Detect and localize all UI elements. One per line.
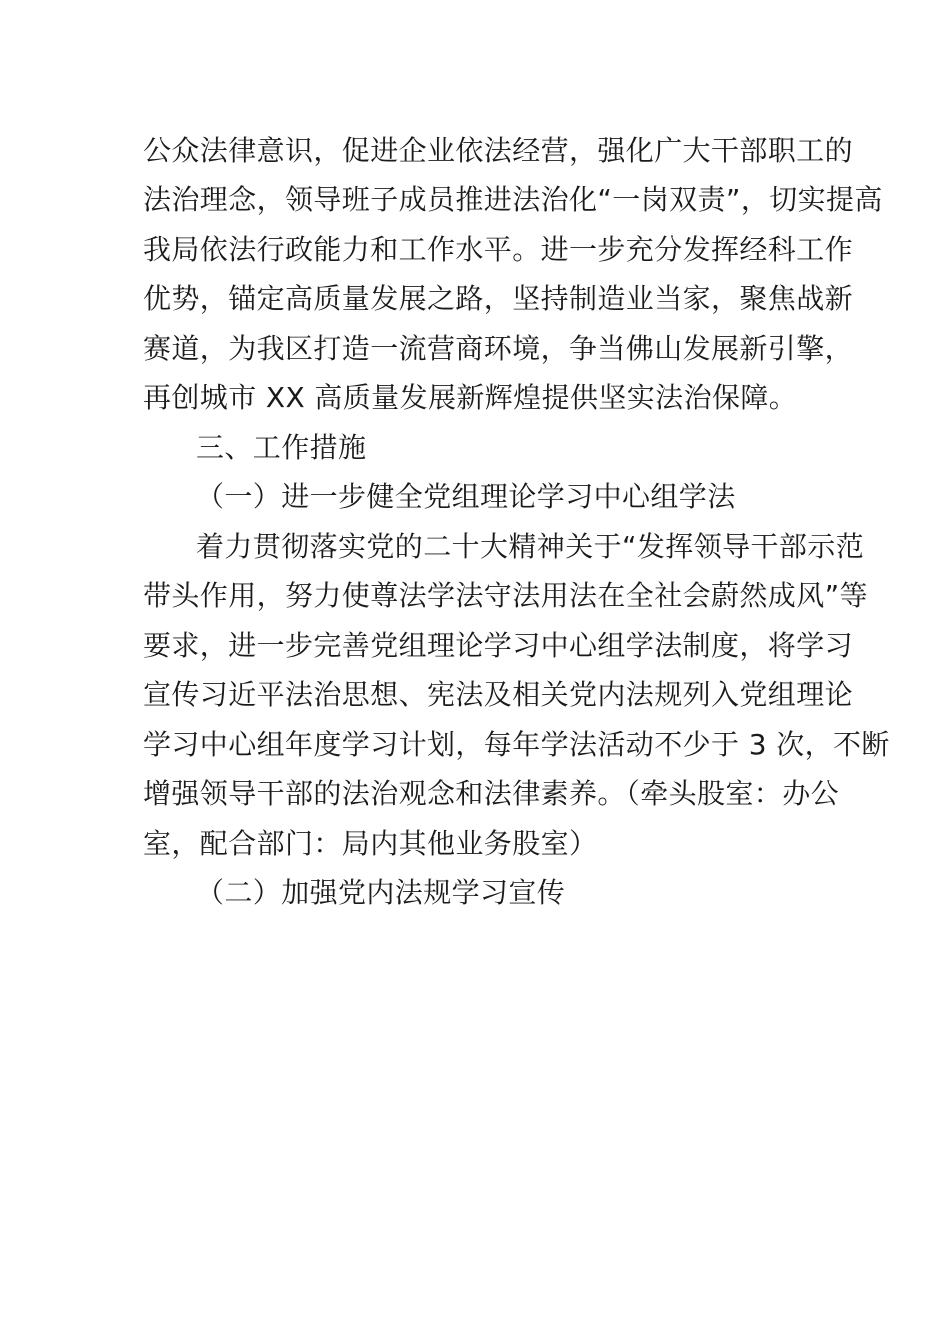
paragraph-1-line-2: 法治理念，领导班子成员推进法治化“一岗双责”，切实提高	[143, 183, 883, 216]
paragraph-2-line-3: 要求，进一步完善党组理论学习中心组学法制度，将学习	[143, 629, 854, 662]
subheading-2: （二）加强党内法规学习宣传	[196, 876, 566, 909]
subheading-1: （一）进一步健全党组理论学习中心组学法	[196, 480, 736, 513]
paragraph-1-line-5: 赛道，为我区打造一流营商环境，争当佛山发展新引擎，	[143, 332, 854, 365]
paragraph-1-line-3: 我局依法行政能力和工作水平。进一步充分发挥经科工作	[143, 233, 854, 266]
paragraph-1-line-6: 再创城市 XX 高质量发展新辉煌提供坚实法治保障。	[143, 381, 798, 414]
paragraph-2-line-1: 着力贯彻落实党的二十大精神关于“发挥领导干部示范	[196, 530, 865, 563]
paragraph-2-line-4: 宣传习近平法治思想、宪法及相关党内法规列入党组理论	[143, 678, 854, 711]
paragraph-2-line-5: 学习中心组年度学习计划，每年学法活动不少于 3 次，不断	[143, 728, 890, 761]
section-heading: 三、工作措施	[196, 431, 367, 464]
paragraph-2-line-7: 室，配合部门：局内其他业务股室）	[143, 827, 598, 860]
paragraph-2-line-2: 带头作用，努力使尊法学法守法用法在全社会蔚然成风”等	[143, 579, 868, 612]
paragraph-1-line-1: 公众法律意识，促进企业依法经营，强化广大干部职工的	[143, 134, 854, 167]
paragraph-1-line-4: 优势，锚定高质量发展之路，坚持制造业当家，聚焦战新	[143, 282, 854, 315]
paragraph-2-line-6: 增强领导干部的法治观念和法律素养。（牵头股室：办公	[143, 777, 840, 810]
